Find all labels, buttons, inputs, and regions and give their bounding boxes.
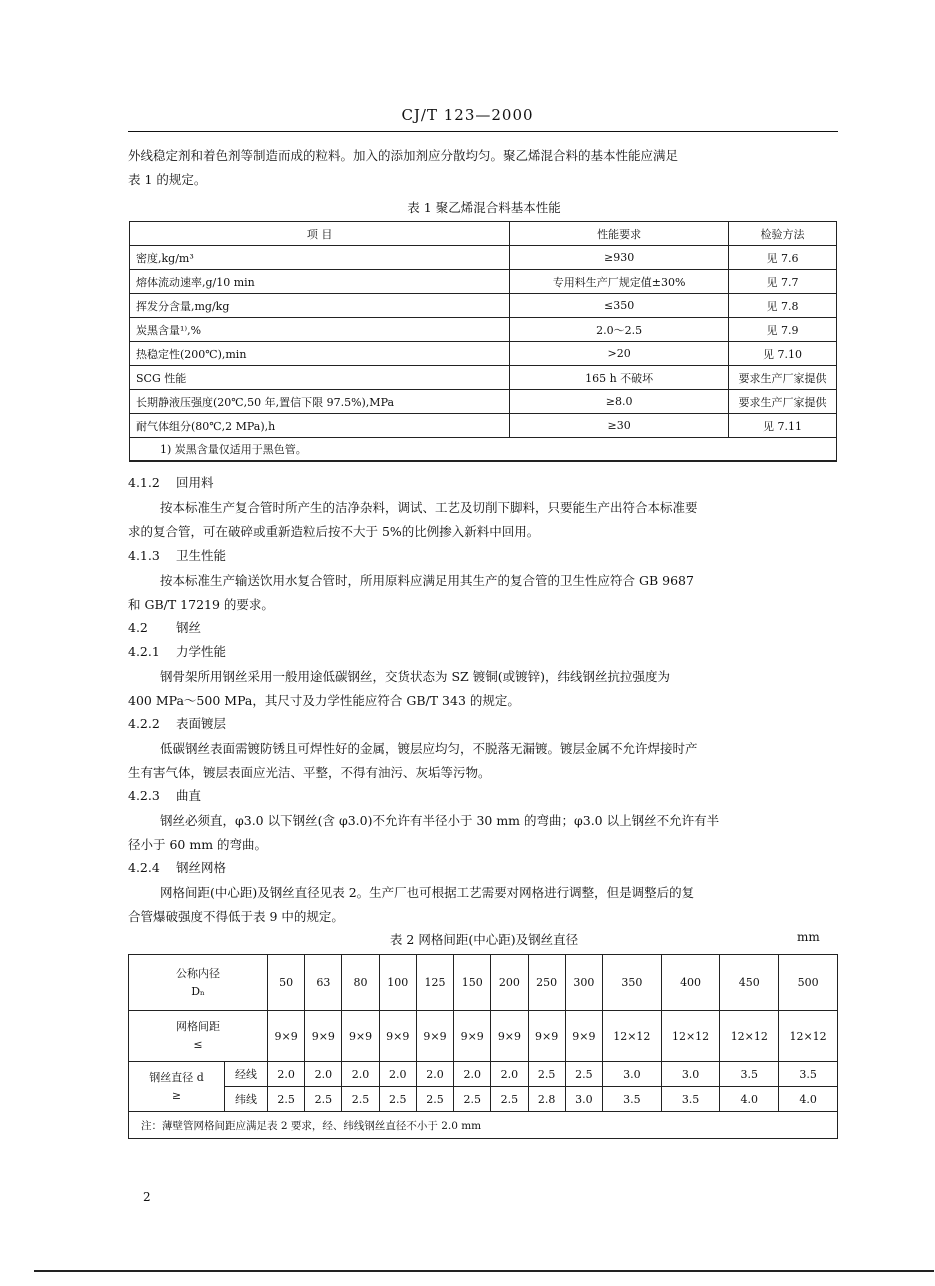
paragraph-line: 网格间距(中心距)及钢丝直径见表 2。生产厂也可根据工艺需要对网格进行调整，但是调整后的复 bbox=[160, 885, 695, 900]
table2-cell-grid: 9×9 bbox=[342, 1011, 379, 1062]
table2-label-dn bbox=[129, 955, 268, 1011]
page-number: 2 bbox=[143, 1190, 151, 1204]
table2-row-weft bbox=[129, 1087, 838, 1112]
table2-cell-weft: 2.5 bbox=[379, 1087, 416, 1112]
table1-cell-method: 见 7.6 bbox=[728, 246, 836, 270]
table1-cell-req: >20 bbox=[510, 342, 729, 366]
table1-row bbox=[130, 270, 837, 294]
table2-label-wire bbox=[129, 1062, 225, 1112]
table1-cell-method: 见 7.10 bbox=[728, 342, 836, 366]
paragraph-line: 按本标准生产输送饮用水复合管时，所用原料应满足用其生产的复合管的卫生性应符合 GB 9687 bbox=[160, 573, 694, 588]
section-4-2-3-heading bbox=[128, 785, 201, 807]
label-line: 网格间距 bbox=[176, 1020, 220, 1033]
table1 bbox=[129, 221, 837, 462]
paragraph-line: 生有害气体，镀层表面应光洁、平整，不得有油污、灰垢等污物。 bbox=[128, 765, 491, 780]
table2-cell-grid: 9×9 bbox=[305, 1011, 342, 1062]
table2-cell-weft: 4.0 bbox=[720, 1087, 779, 1112]
table2-unit: mm bbox=[797, 930, 820, 944]
section-title: 力学性能 bbox=[176, 644, 227, 659]
table2-cell-dn: 63 bbox=[305, 955, 342, 1011]
table2-cell-grid: 9×9 bbox=[528, 1011, 565, 1062]
table2-cell-dn: 150 bbox=[454, 955, 491, 1011]
table2-cell-weft: 2.5 bbox=[491, 1087, 528, 1112]
table1-header-req: 性能要求 bbox=[510, 222, 729, 246]
table1-cell-req: 专用料生产厂规定值±30% bbox=[510, 270, 729, 294]
section-number: 4.2.2 bbox=[128, 716, 160, 731]
table1-cell-item: SCG 性能 bbox=[130, 366, 510, 390]
table2-label-warp: 经线 bbox=[225, 1062, 268, 1087]
paragraph-line: 径小于 60 mm 的弯曲。 bbox=[128, 837, 268, 852]
section-4-2-4-text bbox=[128, 881, 840, 929]
section-title: 卫生性能 bbox=[176, 548, 227, 563]
section-title: 钢丝 bbox=[176, 620, 202, 635]
section-number: 4.1.3 bbox=[128, 548, 160, 563]
table2-cell-warp: 2.0 bbox=[305, 1062, 342, 1087]
paragraph-line: 低碳钢丝表面需镀防锈且可焊性好的金属，镀层应均匀，不脱落无漏镀。镀层金属不允许焊接时产 bbox=[160, 741, 698, 756]
table2-cell-warp: 2.0 bbox=[268, 1062, 305, 1087]
section-4-2-2-text bbox=[128, 737, 840, 785]
table1-cell-req: ≥30 bbox=[510, 414, 729, 438]
table1-row bbox=[130, 318, 837, 342]
table1-row bbox=[130, 414, 837, 438]
table1-cell-item: 熔体流动速率,g/10 min bbox=[130, 270, 510, 294]
table2-cell-weft: 2.5 bbox=[268, 1087, 305, 1112]
table1-cell-req: 165 h 不破坏 bbox=[510, 366, 729, 390]
section-title: 曲直 bbox=[176, 788, 202, 803]
table2-cell-weft: 2.8 bbox=[528, 1087, 565, 1112]
table2-cell-warp: 2.0 bbox=[416, 1062, 453, 1087]
table2-cell-dn: 450 bbox=[720, 955, 779, 1011]
section-number: 4.1.2 bbox=[128, 475, 160, 490]
table1-cell-method: 见 7.8 bbox=[728, 294, 836, 318]
table1-cell-item: 密度,kg/m³ bbox=[130, 246, 510, 270]
table2-note: 注：薄壁管网格间距应满足表 2 要求，经、纬线钢丝直径不小于 2.0 mm bbox=[129, 1112, 838, 1139]
table2-cell-grid: 9×9 bbox=[491, 1011, 528, 1062]
table1-header-row bbox=[130, 222, 837, 246]
table1-cell-item: 长期静液压强度(20℃,50 年,置信下限 97.5%),MPa bbox=[130, 390, 510, 414]
table1-cell-req: ≥930 bbox=[510, 246, 729, 270]
label-line: ≥ bbox=[171, 1088, 182, 1102]
standard-code-header: CJ/T 123—2000 bbox=[401, 106, 534, 124]
label-line: Dₙ bbox=[191, 984, 205, 998]
table1-row bbox=[130, 366, 837, 390]
table1-cell-item: 挥发分含量,mg/kg bbox=[130, 294, 510, 318]
section-4-2-3-text bbox=[128, 809, 840, 857]
paragraph-line: 求的复合管，可在破碎或重新造粒后按不大于 5%的比例掺入新料中回用。 bbox=[128, 524, 540, 539]
paragraph-line: 钢丝必须直，φ3.0 以下钢丝(含 φ3.0)不允许有半径小于 30 mm 的弯曲；φ3.0 以上钢丝不允许有半 bbox=[160, 813, 720, 828]
section-4-2-1-text bbox=[128, 665, 840, 713]
table2-cell-warp: 2.0 bbox=[454, 1062, 491, 1087]
table2-row-warp bbox=[129, 1062, 838, 1087]
section-number: 4.2.1 bbox=[128, 644, 160, 659]
table1-cell-method: 要求生产厂家提供 bbox=[728, 390, 836, 414]
table1-header-item: 项 目 bbox=[130, 222, 510, 246]
table1-cell-item: 热稳定性(200℃),min bbox=[130, 342, 510, 366]
intro-line-2: 表 1 的规定。 bbox=[128, 172, 207, 187]
table2-row-dn bbox=[129, 955, 838, 1011]
section-4-2-4-heading bbox=[128, 857, 226, 879]
table1-row bbox=[130, 390, 837, 414]
table2-cell-dn: 80 bbox=[342, 955, 379, 1011]
table2-cell-dn: 200 bbox=[491, 955, 528, 1011]
table2-cell-weft: 3.0 bbox=[565, 1087, 602, 1112]
section-4-1-3-text bbox=[128, 569, 840, 617]
table2-cell-warp: 2.5 bbox=[528, 1062, 565, 1087]
table2-cell-grid: 9×9 bbox=[565, 1011, 602, 1062]
table1-row bbox=[130, 342, 837, 366]
label-line: ≤ bbox=[193, 1038, 203, 1051]
table2-note-row bbox=[129, 1112, 838, 1139]
table2-cell-dn: 250 bbox=[528, 955, 565, 1011]
section-title: 表面镀层 bbox=[176, 716, 227, 731]
section-4-2-2-heading bbox=[128, 713, 226, 735]
table2-cell-dn: 350 bbox=[602, 955, 661, 1011]
section-4-2-1-heading bbox=[128, 641, 226, 663]
paragraph-line: 钢骨架所用钢丝采用一般用途低碳钢丝，交货状态为 SZ 镀铜(或镀锌)，纬线钢丝抗拉强度为 bbox=[160, 669, 670, 684]
section-number: 4.2.3 bbox=[128, 788, 160, 803]
section-4-1-2-text bbox=[128, 496, 840, 544]
table2-cell-weft: 3.5 bbox=[661, 1087, 720, 1112]
table2-cell-grid: 12×12 bbox=[602, 1011, 661, 1062]
table2-cell-grid: 12×12 bbox=[720, 1011, 779, 1062]
table1-cell-req: ≥8.0 bbox=[510, 390, 729, 414]
paragraph-line: 400 MPa～500 MPa，其尺寸及力学性能应符合 GB/T 343 的规定。 bbox=[128, 693, 520, 708]
section-4-1-2-heading bbox=[128, 472, 214, 494]
section-title: 回用料 bbox=[176, 475, 214, 490]
paragraph-line: 和 GB/T 17219 的要求。 bbox=[128, 597, 274, 612]
table2-cell-warp: 2.5 bbox=[565, 1062, 602, 1087]
intro-paragraph bbox=[128, 144, 840, 192]
table2-cell-warp: 3.0 bbox=[602, 1062, 661, 1087]
table2-label-weft: 纬线 bbox=[225, 1087, 268, 1112]
table2-cell-warp: 3.0 bbox=[661, 1062, 720, 1087]
table2-cell-dn: 300 bbox=[565, 955, 602, 1011]
table1-header-method: 检验方法 bbox=[728, 222, 836, 246]
table2-caption: 表 2 网格间距(中心距)及钢丝直径 bbox=[389, 932, 579, 947]
section-4-1-3-heading bbox=[128, 545, 226, 567]
table1-cell-req: ≤350 bbox=[510, 294, 729, 318]
table1-caption: 表 1 聚乙烯混合料基本性能 bbox=[407, 200, 561, 215]
section-number: 4.2.4 bbox=[128, 860, 160, 875]
table1-cell-method: 要求生产厂家提供 bbox=[728, 366, 836, 390]
table1-cell-method: 见 7.11 bbox=[728, 414, 836, 438]
table1-cell-item: 耐气体组分(80℃,2 MPa),h bbox=[130, 414, 510, 438]
table2-cell-dn: 500 bbox=[779, 955, 838, 1011]
paragraph-line: 按本标准生产复合管时所产生的洁净杂料，调试、工艺及切削下脚料，只要能生产出符合本标准要 bbox=[160, 500, 698, 515]
header-rule bbox=[128, 131, 838, 132]
table2-cell-warp: 3.5 bbox=[720, 1062, 779, 1087]
table2-cell-warp: 2.0 bbox=[342, 1062, 379, 1087]
table2-cell-warp: 2.0 bbox=[379, 1062, 416, 1087]
table2-cell-dn: 400 bbox=[661, 955, 720, 1011]
table1-cell-item: 炭黑含量¹⁾,% bbox=[130, 318, 510, 342]
table2-cell-dn: 50 bbox=[268, 955, 305, 1011]
table2-cell-grid: 9×9 bbox=[416, 1011, 453, 1062]
section-number: 4.2 bbox=[128, 620, 148, 635]
table2-label-grid bbox=[129, 1011, 268, 1062]
paragraph-line: 合管爆破强度不得低于表 9 中的规定。 bbox=[128, 909, 344, 924]
table1-cell-method: 见 7.7 bbox=[728, 270, 836, 294]
table2 bbox=[128, 954, 838, 1139]
table2-cell-weft: 3.5 bbox=[602, 1087, 661, 1112]
table2-cell-weft: 2.5 bbox=[416, 1087, 453, 1112]
label-line: 公称内径 bbox=[176, 966, 220, 980]
table2-cell-weft: 2.5 bbox=[454, 1087, 491, 1112]
table1-note: 1) 炭黑含量仅适用于黑色管。 bbox=[130, 438, 837, 462]
table2-cell-weft: 4.0 bbox=[779, 1087, 838, 1112]
table2-cell-grid: 9×9 bbox=[379, 1011, 416, 1062]
table2-cell-dn: 125 bbox=[416, 955, 453, 1011]
table1-cell-method: 见 7.9 bbox=[728, 318, 836, 342]
table2-cell-grid: 9×9 bbox=[454, 1011, 491, 1062]
section-4-2-heading bbox=[128, 617, 201, 639]
section-title: 钢丝网格 bbox=[176, 860, 227, 875]
label-line: 钢丝直径 d bbox=[149, 1070, 204, 1084]
table2-cell-warp: 2.0 bbox=[491, 1062, 528, 1087]
table2-cell-weft: 2.5 bbox=[342, 1087, 379, 1112]
table2-cell-grid: 12×12 bbox=[779, 1011, 838, 1062]
table1-cell-req: 2.0～2.5 bbox=[510, 318, 729, 342]
table2-cell-grid: 9×9 bbox=[268, 1011, 305, 1062]
footer-rule bbox=[34, 1270, 934, 1272]
table1-row bbox=[130, 246, 837, 270]
table1-note-row bbox=[130, 438, 837, 462]
table1-row bbox=[130, 294, 837, 318]
table2-cell-weft: 2.5 bbox=[305, 1087, 342, 1112]
table2-cell-grid: 12×12 bbox=[661, 1011, 720, 1062]
table2-cell-warp: 3.5 bbox=[779, 1062, 838, 1087]
intro-line-1: 外线稳定剂和着色剂等制造而成的粒料。加入的添加剂应分散均匀。聚乙烯混合料的基本性能应满足 bbox=[128, 148, 679, 163]
table2-cell-dn: 100 bbox=[379, 955, 416, 1011]
table2-row-grid bbox=[129, 1011, 838, 1062]
